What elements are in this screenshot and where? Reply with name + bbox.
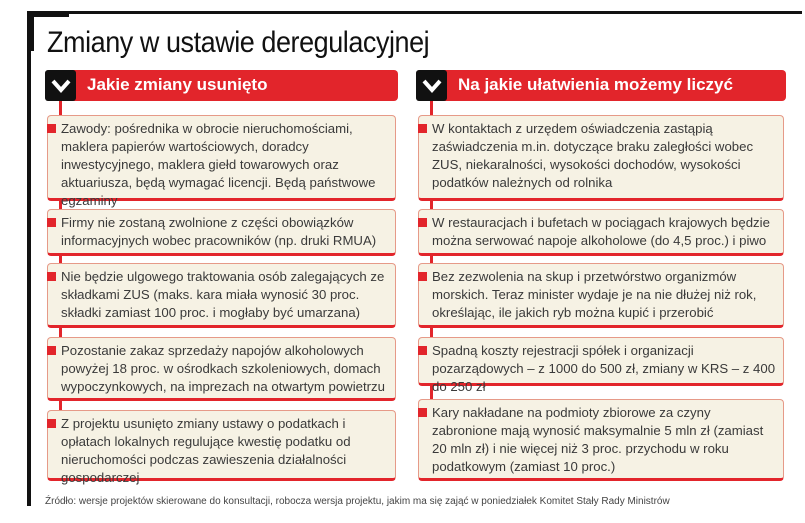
list-item (47, 115, 396, 208)
source-note: Źródło: wersje projektów skierowane do konsultacji, robocza wersja projektu, jakim ma się zająć w poniedziałek Komitet Stały Rady Ministrów (45, 496, 670, 507)
chevron-down-icon (416, 70, 447, 101)
item-text: Zawody: pośrednika w obrocie nieruchomościami, maklera papierów wartościowych, doradcy inwestycyjnego, maklera giełd towarowych oraz aktuariusza, będą wymagać licencji. Będą państwowe egzaminy (61, 121, 376, 208)
column-heading: Jakie zmiany usunięto (87, 75, 268, 94)
item-text: W kontaktach z urzędem oświadczenia zastąpią zaświadczenia m.in. dotyczące braku zaległości wobec ZUS, niekaralności, wysokości dochodów, wysokości podatków należnych od rolnika (432, 121, 754, 190)
item-text: Pozostanie zakaz sprzedaży napojów alkoholowych powyżej 18 proc. w ośrodkach szkoleniowych, domach wypoczynkowych, na imprezach na otwartym powietrzu (61, 343, 385, 394)
item-text: Bez zezwolenia na skup i przetwórstwo organizmów morskich. Teraz minister wydaje je na nie dłużej niż rok, określając, ile jakich ryb można kupić i przerobić (432, 269, 757, 320)
item-text: Kary nakładane na podmioty zbiorowe za czyny zabronione mają wynosić maksymalnie 5 mln zł (zamiast 20 mln zł) i nie więcej niż 3 proc. przychodu w roku podatkowym (zamiast 10 proc.) (432, 405, 764, 474)
list-item (418, 399, 784, 481)
column-heading: Na jakie ułatwienia możemy liczyć (458, 75, 733, 94)
column-header (45, 70, 398, 101)
chevron-down-icon (45, 70, 76, 101)
list-item (47, 209, 396, 256)
item-text: Nie będzie ulgowego traktowania osób zalegających ze składkami ZUS (maks. kara miała wynosić 30 proc. składki zamiast 100 proc. i mogłaby być umarzana) (61, 269, 385, 320)
frame-top-rule (27, 11, 802, 14)
page-title: Zmiany w ustawie deregulacyjnej (47, 26, 430, 59)
item-text: W restauracjach i bufetach w pociągach krajowych będzie można serwować napoje alkoholowe (do 4,5 proc.) i piwo (432, 215, 770, 248)
column-header (416, 70, 786, 101)
list-item (418, 337, 784, 394)
list-item (418, 115, 784, 201)
item-text: Firmy nie zostaną zwolnione z części obowiązków informacyjnych wobec pracowników (np. druki RMUA) (61, 215, 377, 248)
improvements-column (416, 70, 786, 474)
frame-left-rule (27, 11, 31, 506)
list-item (47, 337, 396, 401)
removed-changes-column (45, 70, 398, 485)
list-item (418, 263, 784, 328)
item-text: Spadną koszty rejestracji spółek i organizacji pozarządowych – z 1000 do 500 zł, zmiany w KRS – z 400 do 250 zł (432, 343, 776, 394)
list-item (47, 410, 396, 485)
item-text: Z projektu usunięto zmiany ustawy o podatkach i opłatach lokalnych regulujące kwestię podatku od nieruchomości podczas zawieszenia działalności gospodarczej (61, 416, 351, 485)
frame-corner (27, 11, 34, 51)
list-item (47, 263, 396, 328)
list-item (418, 209, 784, 256)
